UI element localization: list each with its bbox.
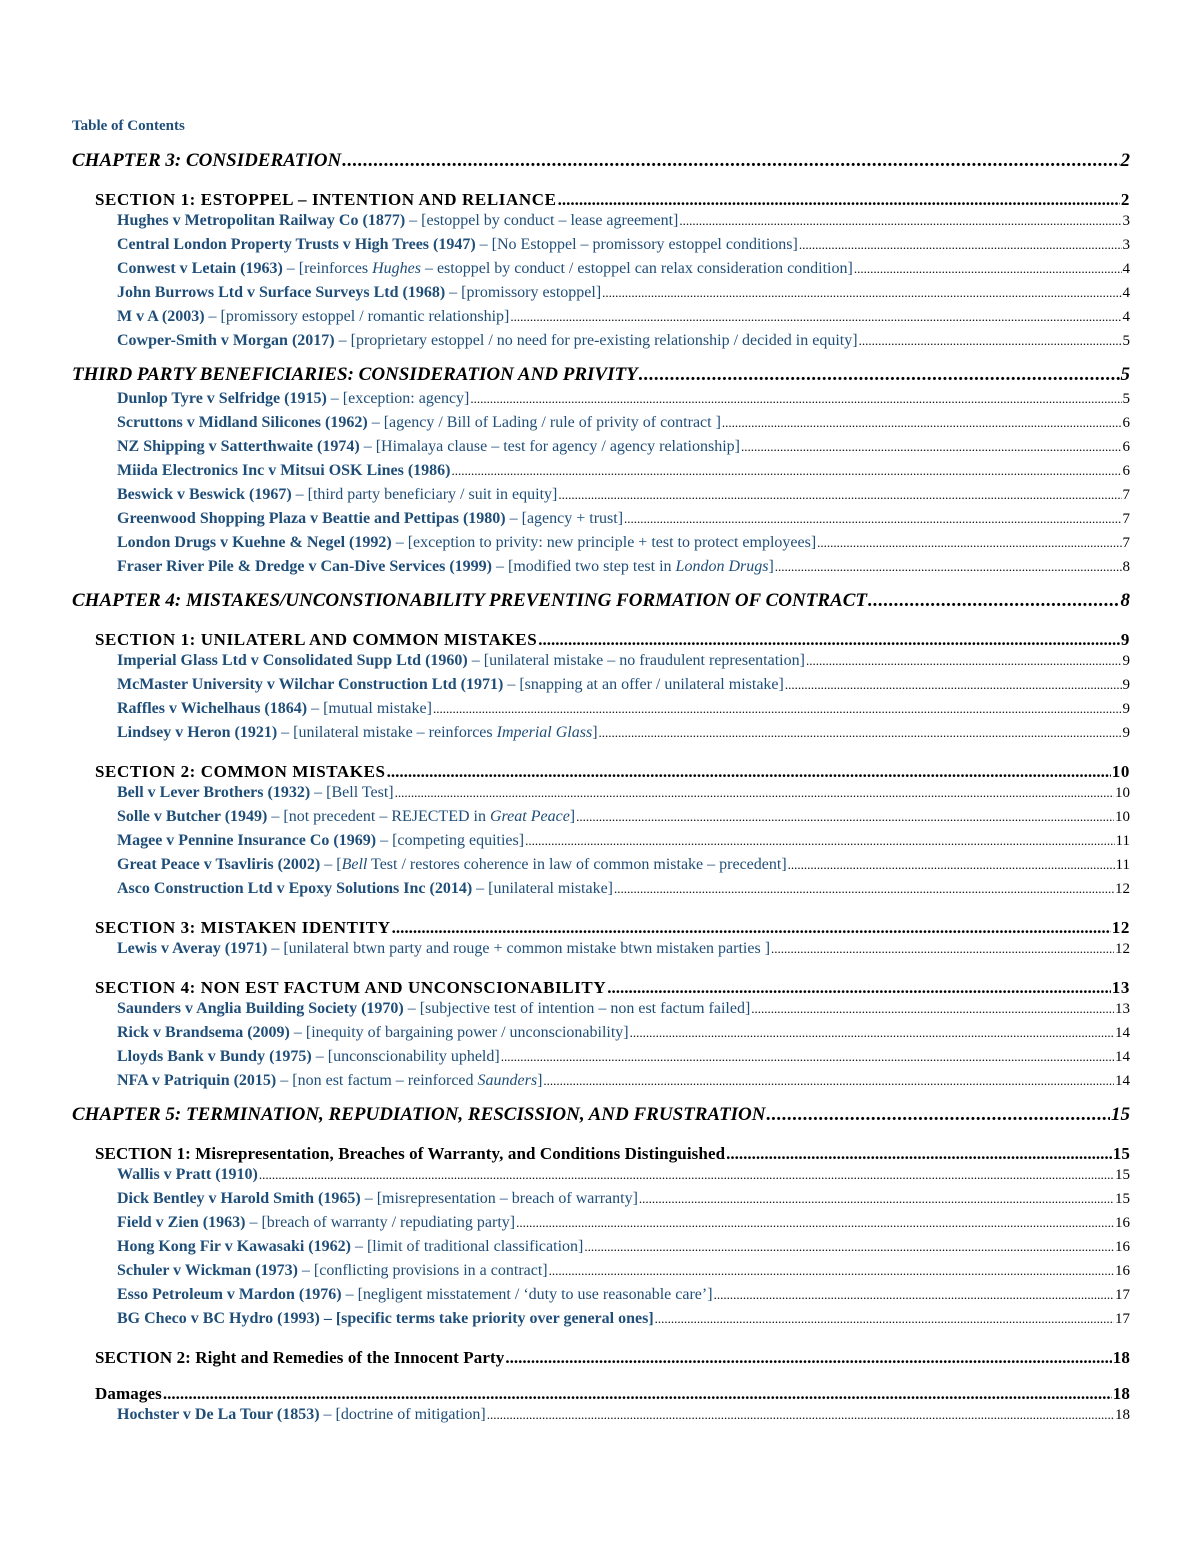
case-description: – [unilateral btwn party and rouge + common mistake btwn mistaken parties ] — [267, 940, 771, 957]
desc-text: – [unilateral mistake – reinforces — [277, 724, 497, 741]
page-number: 8 — [1122, 559, 1130, 575]
case-entry — [117, 880, 613, 898]
toc-case-link[interactable] — [72, 1190, 1130, 1214]
section-title: SECTION 3: MISTAKEN IDENTITY — [95, 918, 391, 937]
page-number: 7 — [1122, 511, 1130, 527]
case-description: – [estoppel by conduct – lease agreement] — [405, 212, 679, 229]
page-number: 18 — [1112, 1348, 1130, 1367]
desc-text: Test / restores coherence in law of common mistake – precedent] — [367, 856, 787, 873]
desc-text: ] — [592, 724, 598, 741]
desc-text: ] — [768, 558, 774, 575]
leader-dots — [599, 725, 1122, 741]
page-number: 7 — [1122, 487, 1130, 503]
desc-italic-case: London Drugs — [675, 558, 769, 575]
case-name: London Drugs v Kuehne & Negel (1992) — [117, 534, 392, 551]
leader-dots — [630, 1025, 1114, 1041]
page-number: 18 — [1115, 1407, 1130, 1423]
case-name: Bell v Lever Brothers (1932) — [117, 784, 311, 801]
case-description: – [competing equities] — [376, 832, 525, 849]
case-name: Hong Kong Fir v Kawasaki (1962) — [117, 1238, 351, 1255]
desc-text: – [not precedent – REJECTED in — [267, 808, 490, 825]
case-name: Dick Bentley v Harold Smith (1965) — [117, 1190, 361, 1207]
leader-dots — [741, 439, 1122, 455]
page-number: 4 — [1122, 309, 1130, 325]
case-description: – [conflicting provisions in a contract] — [297, 1262, 548, 1279]
case-description: – [Bell Test] — [310, 784, 394, 801]
case-description: – [doctrine of mitigation] — [319, 1406, 486, 1423]
desc-italic-case: Saunders — [477, 1072, 538, 1089]
toc-chapter-link[interactable] — [72, 150, 1130, 176]
toc-case-link[interactable] — [72, 676, 1130, 700]
case-description — [267, 808, 575, 825]
case-entry — [117, 1262, 548, 1280]
case-entry — [117, 284, 601, 302]
case-description: – [negligent misstatement / ‘duty to use reasonable care’] — [341, 1286, 713, 1303]
page-number: 17 — [1115, 1311, 1130, 1327]
toc-case-link[interactable] — [72, 212, 1130, 236]
page-number: 7 — [1122, 535, 1130, 551]
leader-dots — [679, 213, 1121, 229]
leader-dots — [584, 1239, 1114, 1255]
page-number: 14 — [1115, 1049, 1130, 1065]
section-title: SECTION 1: UNILATERL AND COMMON MISTAKES — [95, 630, 538, 649]
case-name: Dunlop Tyre v Selfridge (1915) — [117, 390, 327, 407]
leader-dots — [614, 881, 1114, 897]
page-number: 16 — [1115, 1239, 1130, 1255]
case-description: – [mutual mistake] — [307, 700, 432, 717]
case-name: Great Peace v Tsavliris (2002) — [117, 856, 321, 873]
page-number: 9 — [1122, 677, 1130, 693]
toc-case-link[interactable] — [72, 438, 1130, 462]
leader-dots — [549, 1263, 1114, 1279]
leader-dots — [342, 150, 1119, 172]
case-name: Field v Zien (1963) — [117, 1214, 246, 1231]
page-number: 5 — [1122, 391, 1130, 407]
case-name: John Burrows Ltd v Surface Surveys Ltd (1968) — [117, 284, 446, 301]
case-entry — [117, 414, 721, 432]
case-name: Wallis v Pratt (1910) — [117, 1166, 258, 1183]
case-description: – [agency + trust] — [505, 510, 624, 527]
case-entry — [117, 724, 598, 742]
case-description — [492, 558, 774, 575]
case-description: – [exception to privity: new principle + test to protect employees] — [391, 534, 817, 551]
leader-dots — [451, 463, 1121, 479]
leader-dots — [859, 333, 1122, 349]
page-number: 15 — [1111, 1104, 1130, 1125]
toc-chapter-link[interactable] — [72, 1104, 1130, 1130]
toc-case-link[interactable] — [72, 510, 1130, 534]
page-number: 17 — [1115, 1287, 1130, 1303]
leader-dots — [392, 918, 1111, 938]
toc-section-link[interactable] — [72, 1348, 1130, 1370]
case-description: – [snapping at an offer / unilateral mistake] — [503, 676, 784, 693]
case-name: Scruttons v Midland Silicones (1962) — [117, 414, 368, 431]
toc-case-link[interactable] — [72, 236, 1130, 260]
toc-case-link[interactable] — [72, 1166, 1130, 1190]
page-number: 5 — [1120, 364, 1130, 385]
desc-italic-case: Hughes — [372, 260, 421, 277]
page-number: 8 — [1120, 590, 1130, 611]
page-number: 9 — [1122, 653, 1130, 669]
toc-case-link[interactable] — [72, 1048, 1130, 1072]
page-number: 9 — [1120, 630, 1130, 649]
case-name: Rick v Brandsema (2009) — [117, 1024, 290, 1041]
case-entry — [117, 332, 858, 350]
toc-case-link[interactable] — [72, 462, 1130, 486]
case-entry — [117, 856, 787, 874]
leader-dots — [722, 415, 1122, 431]
page-number: 2 — [1120, 190, 1130, 209]
case-entry — [117, 390, 469, 408]
case-description: – [breach of warranty / repudiating party] — [245, 1214, 516, 1231]
leader-dots — [163, 1384, 1112, 1404]
chapter-title: THIRD PARTY BENEFICIARIES: CONSIDERATION AND PRIVITY — [72, 364, 638, 385]
case-description: – [inequity of bargaining power / unconscionability] — [289, 1024, 629, 1041]
case-entry — [117, 1190, 638, 1208]
case-entry — [117, 212, 678, 230]
leader-dots — [433, 701, 1122, 717]
case-description: – [Himalaya clause – test for agency / agency relationship] — [359, 438, 740, 455]
case-name: Cowper-Smith v Morgan (2017) — [117, 332, 335, 349]
toc-chapter-link[interactable] — [72, 590, 1130, 616]
leader-dots — [775, 559, 1122, 575]
toc-section-link[interactable] — [72, 1144, 1130, 1166]
leader-dots — [726, 1144, 1112, 1164]
leader-dots — [788, 857, 1115, 873]
leader-dots — [538, 630, 1120, 650]
leader-dots — [639, 364, 1120, 386]
toc-case-link[interactable] — [72, 1310, 1130, 1334]
toc-section-link[interactable] — [72, 762, 1130, 784]
toc-case-link[interactable] — [72, 1238, 1130, 1262]
page-number: 10 — [1115, 809, 1130, 825]
toc-section-link[interactable] — [72, 190, 1130, 212]
case-entry — [117, 808, 575, 826]
case-name: McMaster University v Wilchar Construction Ltd (1971) — [117, 676, 504, 693]
leader-dots — [806, 653, 1122, 669]
page-number: 15 — [1115, 1191, 1130, 1207]
toc-case-link[interactable] — [72, 808, 1130, 832]
case-description: – [unilateral mistake] — [472, 880, 613, 897]
leader-dots — [766, 1104, 1110, 1126]
case-description: – [promissory estoppel] — [445, 284, 602, 301]
leader-dots — [607, 978, 1111, 998]
page-number: 6 — [1122, 463, 1130, 479]
desc-text: – [modified two step test in — [492, 558, 676, 575]
toc-case-link[interactable] — [72, 1024, 1130, 1048]
case-name: Saunders v Anglia Building Society (1970) — [117, 1000, 404, 1017]
toc-case-link[interactable] — [72, 332, 1130, 356]
page-number: 16 — [1115, 1263, 1130, 1279]
toc-case-link[interactable] — [72, 700, 1130, 724]
leader-dots — [395, 785, 1114, 801]
toc-heading: Table of Contents — [72, 118, 185, 134]
page-number: 14 — [1115, 1073, 1130, 1089]
page-number: 10 — [1115, 785, 1130, 801]
case-entry — [117, 438, 740, 456]
page-number: 6 — [1122, 415, 1130, 431]
chapter-title: CHAPTER 3: CONSIDERATION — [72, 150, 342, 171]
page-number: 14 — [1115, 1025, 1130, 1041]
case-name: M v A (2003) — [117, 308, 205, 325]
desc-italic-case: Imperial Glass — [496, 724, 593, 741]
section-title: SECTION 2: COMMON MISTAKES — [95, 762, 386, 781]
desc-italic-case: Bell — [341, 856, 368, 873]
page-number: 11 — [1115, 833, 1130, 849]
case-description: – [unconscionability upheld] — [311, 1048, 500, 1065]
case-entry — [117, 832, 524, 850]
case-name: BG Checo v BC Hydro (1993) — [117, 1310, 320, 1327]
toc-case-link[interactable] — [72, 486, 1130, 510]
chapter-title: CHAPTER 4: MISTAKES/UNCONSTIONABILITY PREVENTING FORMATION OF CONTRACT — [72, 590, 867, 611]
page-number: 18 — [1112, 1384, 1130, 1403]
case-name: Raffles v Wichelhaus (1864) — [117, 700, 308, 717]
desc-text: – [non est factum – reinforced — [276, 1072, 478, 1089]
leader-dots — [639, 1191, 1114, 1207]
leader-dots — [525, 833, 1114, 849]
desc-text: – [reinforces — [282, 260, 373, 277]
case-entry — [117, 1000, 750, 1018]
section-title: SECTION 4: NON EST FACTUM AND UNCONSCIONABILITY — [95, 978, 607, 997]
case-name: Hochster v De La Tour (1853) — [117, 1406, 320, 1423]
leader-dots — [799, 237, 1122, 253]
case-entry — [117, 1048, 500, 1066]
case-description — [276, 1072, 542, 1089]
toc-section-link[interactable] — [72, 1384, 1130, 1406]
case-name: Lloyds Bank v Bundy (1975) — [117, 1048, 312, 1065]
case-entry — [117, 1214, 515, 1232]
toc-case-link[interactable] — [72, 832, 1130, 856]
toc-case-link[interactable] — [72, 784, 1130, 808]
page-number: 13 — [1115, 1001, 1130, 1017]
case-entry — [117, 260, 853, 278]
toc-case-link[interactable] — [72, 534, 1130, 558]
case-entry — [117, 1072, 542, 1090]
case-entry — [117, 1310, 654, 1328]
case-description — [283, 260, 853, 277]
case-description: – [third party beneficiary / suit in equity] — [291, 486, 558, 503]
case-entry — [117, 510, 623, 528]
toc-case-link[interactable] — [72, 308, 1130, 332]
toc-case-link[interactable] — [72, 1072, 1130, 1096]
desc-italic-case: Great Peace — [489, 808, 570, 825]
leader-dots — [487, 1407, 1114, 1423]
section-title: SECTION 2: Right and Remedies of the Innocent Party — [95, 1348, 505, 1367]
case-entry — [117, 1238, 583, 1256]
leader-dots — [751, 1001, 1114, 1017]
case-name: Central London Property Trusts v High Trees (1947) — [117, 236, 476, 253]
leader-dots — [516, 1215, 1114, 1231]
page-number: 2 — [1120, 150, 1130, 171]
leader-dots — [259, 1167, 1114, 1183]
toc-case-link[interactable] — [72, 414, 1130, 438]
page-number: 13 — [1111, 978, 1130, 997]
case-description — [320, 856, 786, 873]
toc-case-link[interactable] — [72, 940, 1130, 964]
desc-text: ] — [537, 1072, 543, 1089]
toc-case-link[interactable] — [72, 558, 1130, 582]
case-name: Greenwood Shopping Plaza v Beattie and Pettipas (1980) — [117, 510, 506, 527]
case-name: Beswick v Beswick (1967) — [117, 486, 292, 503]
case-entry — [117, 486, 557, 504]
leader-dots — [602, 285, 1121, 301]
leader-dots — [854, 261, 1122, 277]
case-entry — [117, 940, 770, 958]
desc-text: ] — [569, 808, 576, 825]
toc-case-link[interactable] — [72, 1286, 1130, 1310]
leader-dots — [510, 309, 1121, 325]
leader-dots — [543, 1073, 1114, 1089]
case-name: NFA v Patriquin (2015) — [117, 1072, 277, 1089]
case-name: Asco Construction Ltd v Epoxy Solutions Inc (2014) — [117, 880, 473, 897]
toc-section-link[interactable] — [72, 978, 1130, 1000]
case-description: – [specific terms take priority over general ones] — [319, 1310, 654, 1327]
case-entry — [117, 1024, 629, 1042]
case-description: – [unilateral mistake – no fraudulent representation] — [467, 652, 805, 669]
page-number: 15 — [1115, 1167, 1130, 1183]
chapter-title: CHAPTER 5: TERMINATION, REPUDIATION, RESCISSION, AND FRUSTRATION — [72, 1104, 766, 1125]
case-entry — [117, 784, 394, 802]
case-entry — [117, 1166, 258, 1184]
toc-case-link[interactable] — [72, 1406, 1130, 1430]
case-entry — [117, 700, 432, 718]
page-number: 15 — [1112, 1144, 1130, 1163]
leader-dots — [387, 762, 1111, 782]
case-entry — [117, 236, 798, 254]
leader-dots — [576, 809, 1114, 825]
toc-case-link[interactable] — [72, 1214, 1130, 1238]
toc-chapter-link[interactable] — [72, 364, 1130, 390]
toc-case-link[interactable] — [72, 260, 1130, 284]
page-number: 9 — [1122, 725, 1130, 741]
table-of-contents — [72, 150, 1130, 1430]
leader-dots — [714, 1287, 1114, 1303]
toc-case-link[interactable] — [72, 1000, 1130, 1024]
page-number: 9 — [1122, 701, 1130, 717]
section-title: SECTION 1: Misrepresentation, Breaches of Warranty, and Conditions Distinguished — [95, 1144, 726, 1163]
case-entry — [117, 462, 450, 480]
case-entry — [117, 558, 774, 576]
page-number: 4 — [1122, 261, 1130, 277]
case-description: – [exception: agency] — [326, 390, 470, 407]
case-name: Schuler v Wickman (1973) — [117, 1262, 298, 1279]
case-description: – [misrepresentation – breach of warranty] — [360, 1190, 638, 1207]
leader-dots — [470, 391, 1121, 407]
case-description: – [agency / Bill of Lading / rule of privity of contract ] — [367, 414, 721, 431]
page-number: 5 — [1122, 333, 1130, 349]
case-name: Fraser River Pile & Dredge v Can-Dive Services (1999) — [117, 558, 493, 575]
leader-dots — [624, 511, 1121, 527]
case-description: – [promissory estoppel / romantic relationship] — [204, 308, 510, 325]
case-name: Magee v Pennine Insurance Co (1969) — [117, 832, 377, 849]
case-name: Lindsey v Heron (1921) — [117, 724, 278, 741]
case-description: – [subjective test of intention – non est factum failed] — [403, 1000, 751, 1017]
case-entry — [117, 1286, 713, 1304]
case-description — [277, 724, 597, 741]
case-name: Miida Electronics Inc v Mitsui OSK Lines (1986) — [117, 462, 451, 479]
page-number: 4 — [1122, 285, 1130, 301]
toc-case-link[interactable] — [72, 724, 1130, 748]
case-entry — [117, 308, 509, 326]
leader-dots — [785, 677, 1122, 693]
desc-text: – estoppel by conduct / estoppel can relax consideration condition] — [420, 260, 853, 277]
page-number: 10 — [1111, 762, 1130, 781]
section-title: SECTION 1: ESTOPPEL – INTENTION AND RELIANCE — [95, 190, 557, 209]
toc-case-link[interactable] — [72, 880, 1130, 904]
leader-dots — [771, 941, 1114, 957]
leader-dots — [558, 190, 1120, 210]
page-number: 3 — [1122, 237, 1130, 253]
page-number: 12 — [1115, 881, 1130, 897]
leader-dots — [817, 535, 1121, 551]
section-title: Damages — [95, 1384, 162, 1403]
case-entry — [117, 676, 784, 694]
case-entry — [117, 652, 805, 670]
case-name: Conwest v Letain (1963) — [117, 260, 283, 277]
leader-dots — [655, 1311, 1114, 1327]
leader-dots — [501, 1049, 1114, 1065]
leader-dots — [868, 590, 1120, 612]
leader-dots — [558, 487, 1121, 503]
case-description: – [No Estoppel – promissory estoppel conditions] — [475, 236, 798, 253]
case-name: Lewis v Averay (1971) — [117, 940, 268, 957]
desc-text: – [ — [320, 856, 342, 873]
case-name: NZ Shipping v Satterthwaite (1974) — [117, 438, 360, 455]
page-number: 6 — [1122, 439, 1130, 455]
toc-case-link[interactable] — [72, 652, 1130, 676]
page-number: 12 — [1115, 941, 1130, 957]
page-number: 11 — [1115, 857, 1130, 873]
case-entry — [117, 1406, 486, 1424]
toc-case-link[interactable] — [72, 284, 1130, 308]
case-description: – [limit of traditional classification] — [350, 1238, 584, 1255]
toc-case-link[interactable] — [72, 856, 1130, 880]
case-name: Esso Petroleum v Mardon (1976) — [117, 1286, 342, 1303]
toc-section-link[interactable] — [72, 918, 1130, 940]
case-name: Imperial Glass Ltd v Consolidated Supp Ltd (1960) — [117, 652, 468, 669]
toc-section-link[interactable] — [72, 630, 1130, 652]
case-name: Solle v Butcher (1949) — [117, 808, 268, 825]
case-description: – [proprietary estoppel / no need for pre-existing relationship / decided in equity] — [334, 332, 858, 349]
page-number: 16 — [1115, 1215, 1130, 1231]
leader-dots — [505, 1348, 1111, 1368]
page-number: 3 — [1122, 213, 1130, 229]
case-name: Hughes v Metropolitan Railway Co (1877) — [117, 212, 406, 229]
toc-case-link[interactable] — [72, 1262, 1130, 1286]
case-entry — [117, 534, 816, 552]
toc-case-link[interactable] — [72, 390, 1130, 414]
page-number: 12 — [1111, 918, 1130, 937]
